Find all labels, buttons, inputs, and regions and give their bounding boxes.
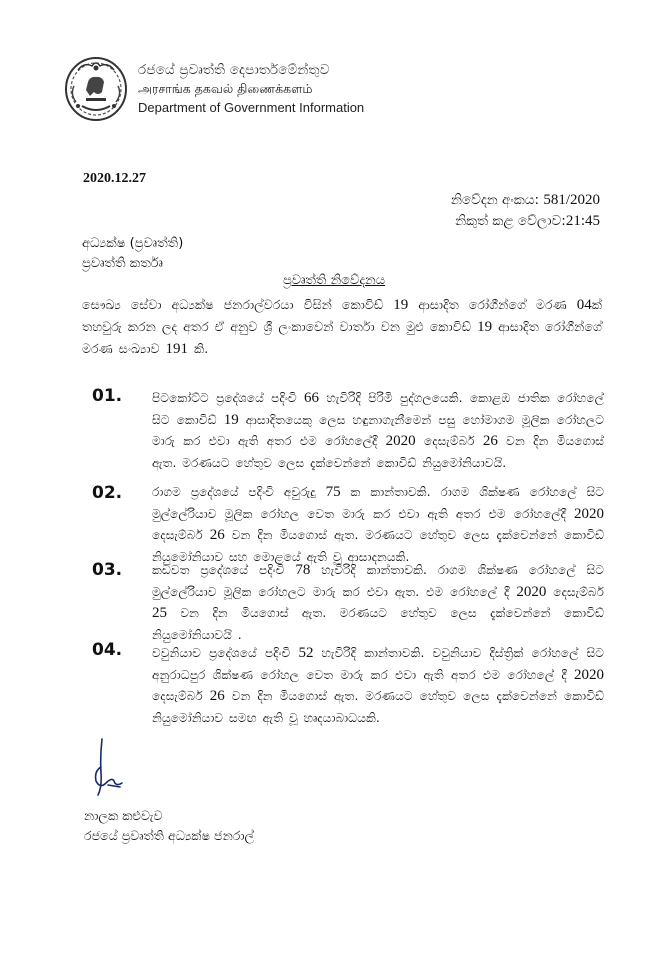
release-time: 21:45 [565, 213, 600, 229]
release-number: 581/2020 [543, 192, 600, 208]
release-number-label: නිවේදන අංකය: [450, 192, 540, 208]
item-text: කඩවත ප්‍රදේශයේ පදිංචි 78 හැවිරිදි කාන්තාවකි. රාගම ශික්ෂණ රෝහලේ සිට මුල්ලේරියාව මූලික රෝහලට මාරු කර එවා ඇත. එම රෝහලේ දී 2020 දෙසැම්බර් 25 වන දින මියගොස් ඇත. මරණයට හේතුව ලෙස දැක්වෙන්නේ කොවිඩ් නියුමෝනියාවයි . [152, 562, 605, 642]
item-number: 03. [92, 560, 123, 580]
document-heading [0, 273, 668, 288]
handwritten-signature-icon [82, 737, 130, 801]
release-time-line [455, 213, 600, 230]
item-number: 02. [92, 483, 123, 503]
document-date: 2020.12.27 [83, 171, 146, 186]
org-name-english: Department of Government Information [138, 100, 365, 115]
government-emblem-icon [64, 56, 128, 122]
signer-name: නාලක කළුවැව [84, 808, 163, 823]
release-time-label: නිකුත් කළ වේලාව: [455, 213, 566, 229]
release-number-line [451, 192, 600, 209]
org-name-tamil: அரசாங்க தகவல் திணைக்களம் [138, 81, 313, 96]
intro-paragraph: සෞඛ්‍ය සේවා අධ්‍යක්ෂ ජනරාල්වරයා විසින් කොවිඩ් 19 ආසාදිත රෝගීන්ගේ මරණ 04ක් තහවුරු කරන ලද අතර ඒ අනුව ශ්‍රී ලංකාවෙන් වාර්තා වන මුළු කොවිඩ් 19 ආසාදිත රෝගීන්ගේ මරණ සංඛ්‍යාව 191 කි. [82, 297, 602, 357]
item-text: වවුනියාව ප්‍රදේශයේ පදිංචි 52 හැවිරිදි කාන්තාවකි. වවුනියාව දිස්ත්‍රික් රෝහලේ සිට අනුරාධපුර ශික්ෂණ රෝහල වෙත මාරු කර එවා ඇති අතර එම රෝහලේ දී 2020 දෙසැම්බර් 26 වන දින මියගොස් ඇත. මරණයට හේතුව ලෙස දැක්වෙන්නේ කොවිඩ් නියුමෝනියාව සමඟ ඇති වූ හෘදයාබාධයකි. [152, 645, 604, 725]
item-number: 01. [92, 386, 123, 406]
addressee-line-1: අධ්‍යක්ෂ (ප්‍රවෘත්ති) [82, 236, 184, 251]
item-number: 04. [92, 640, 123, 660]
signer-title: රජයේ ප්‍රවෘත්ති අධ්‍යක්ෂ ජනරාල් [84, 828, 255, 843]
addressee-line-2: ප්‍රවෘත්ති කර්තෘ [82, 256, 163, 271]
item-text: රාගම ප්‍රදේශයේ පදිංචි අවුරුදු 75 ක කාන්තාවකි. රාගම ශික්ෂණ රෝහලේ සිට මුල්ලේරියාව මූලික රෝහල වෙත මාරු කර එවා ඇති අතර එම රෝහලේදී 2020 දෙසැම්බර් 26 වන දින මියගොස් ඇත. මරණයට හේතුව ලෙස දැක්වෙන්නේ කොවිඩ් නියුමෝනියාව සහ මොළයේ ඇති වූ ආසාදනයකි. [152, 484, 604, 564]
document-heading-text: ප්‍රවෘත්ති නිවේදනය [282, 273, 386, 288]
item-text: පිටකෝට්ට ප්‍රදේශයේ පදිංචි 66 හැවිරිදි පිරිමි පුද්ගලයෙකි. කොළඹ ජාතික රෝහලේ සිට කොවිඩ් 19 ආසාදිතයෙකු ලෙස හඳුනාගැනීමෙන් පසු හෝමාගම මූලික රෝහලට මාරු කර එවා ඇති අතර එම රෝහලේදී 2020 දෙසැම්බර් 26 වන දින මියගොස් ඇත. මරණයට හේතුව ලෙස දැක්වෙන්නේ කොවිඩ් නියුමෝනියාවයි. [152, 390, 604, 470]
org-name-sinhala: රජයේ ප්‍රවෘත්ති දෙපාර්තමේන්තුව [138, 62, 330, 78]
